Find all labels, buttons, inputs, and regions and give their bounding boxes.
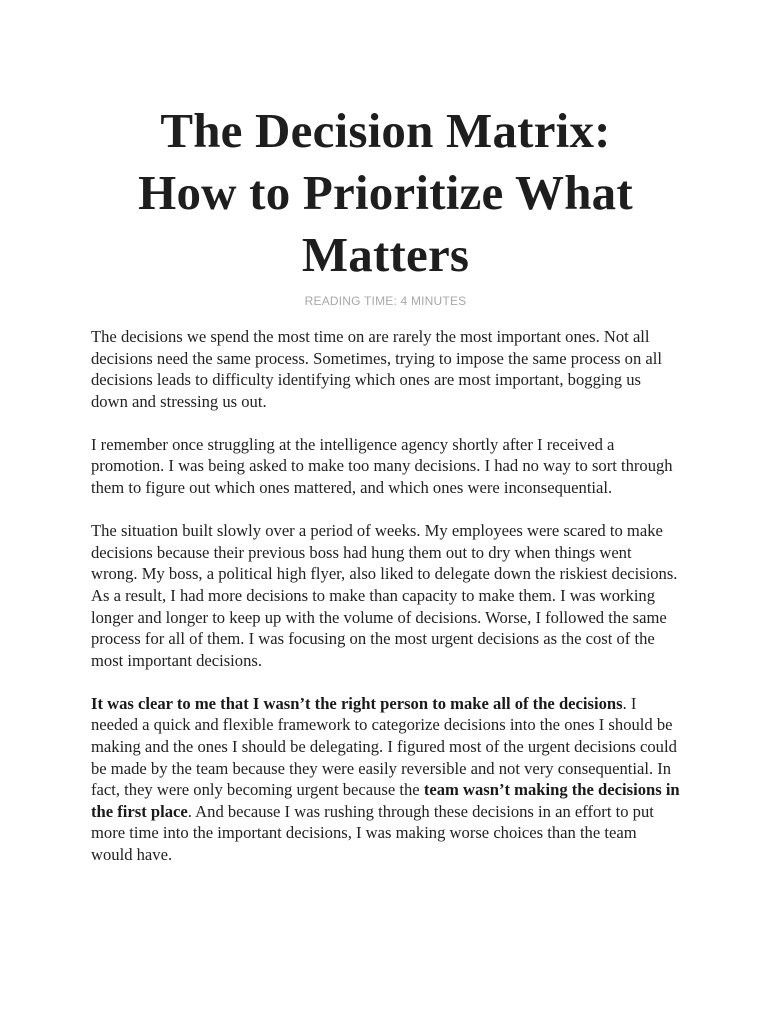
title-line-2: How to Prioritize What: [138, 165, 633, 220]
article-body: [91, 326, 680, 866]
reading-time: READING TIME: 4 MINUTES: [304, 294, 467, 308]
title-line-1: The Decision Matrix:: [160, 103, 611, 158]
paragraph-4-text-2: . And because I was rushing through these decisions in an effort to put more time into the important decisions, I was making worse choices than the team would have.: [91, 801, 654, 864]
paragraph-3: The situation built slowly over a period of weeks. My employees were scared to make decisions because their previous boss had hung them out to dry when things went wrong. My boss, a political high flyer, also liked to delegate down the riskiest decisions. As a result, I had more decisions to make than capacity to make them. I was working longer and longer to keep up with the volume of decisions. Worse, I followed the same process for all of them. I was focusing on the most urgent decisions as the cost of the most important decisions.: [91, 521, 678, 670]
bold-phrase-1: It was clear to me that I wasn’t the right person to make all of the decisions: [91, 693, 623, 713]
article-title: [91, 100, 680, 286]
paragraph-4-text-1: . I needed a quick and flexible framework to categorize decisions into the ones I should be making and the ones I should be delegating. I figured most of the urgent decisions could be made by the team because they were easily reversible and not very consequential. In fact, they were only becoming urgent because the: [91, 693, 677, 800]
title-line-3: Matters: [301, 227, 470, 282]
paragraph-2: I remember once struggling at the intelligence agency shortly after I received a promotion. I was being asked to make too many decisions. I had no way to sort through them to figure out which ones mattered, and which ones were inconsequential.: [91, 434, 673, 498]
paragraph-1: The decisions we spend the most time on are rarely the most important ones. Not all decisions need the same process. Sometimes, trying to impose the same process on all decisions leads to difficulty identifying which ones are most important, bogging us down and stressing us out.: [91, 327, 662, 411]
paragraph-4: [91, 693, 680, 866]
bold-phrase-2: team wasn’t making the decisions in the first place: [91, 780, 680, 821]
